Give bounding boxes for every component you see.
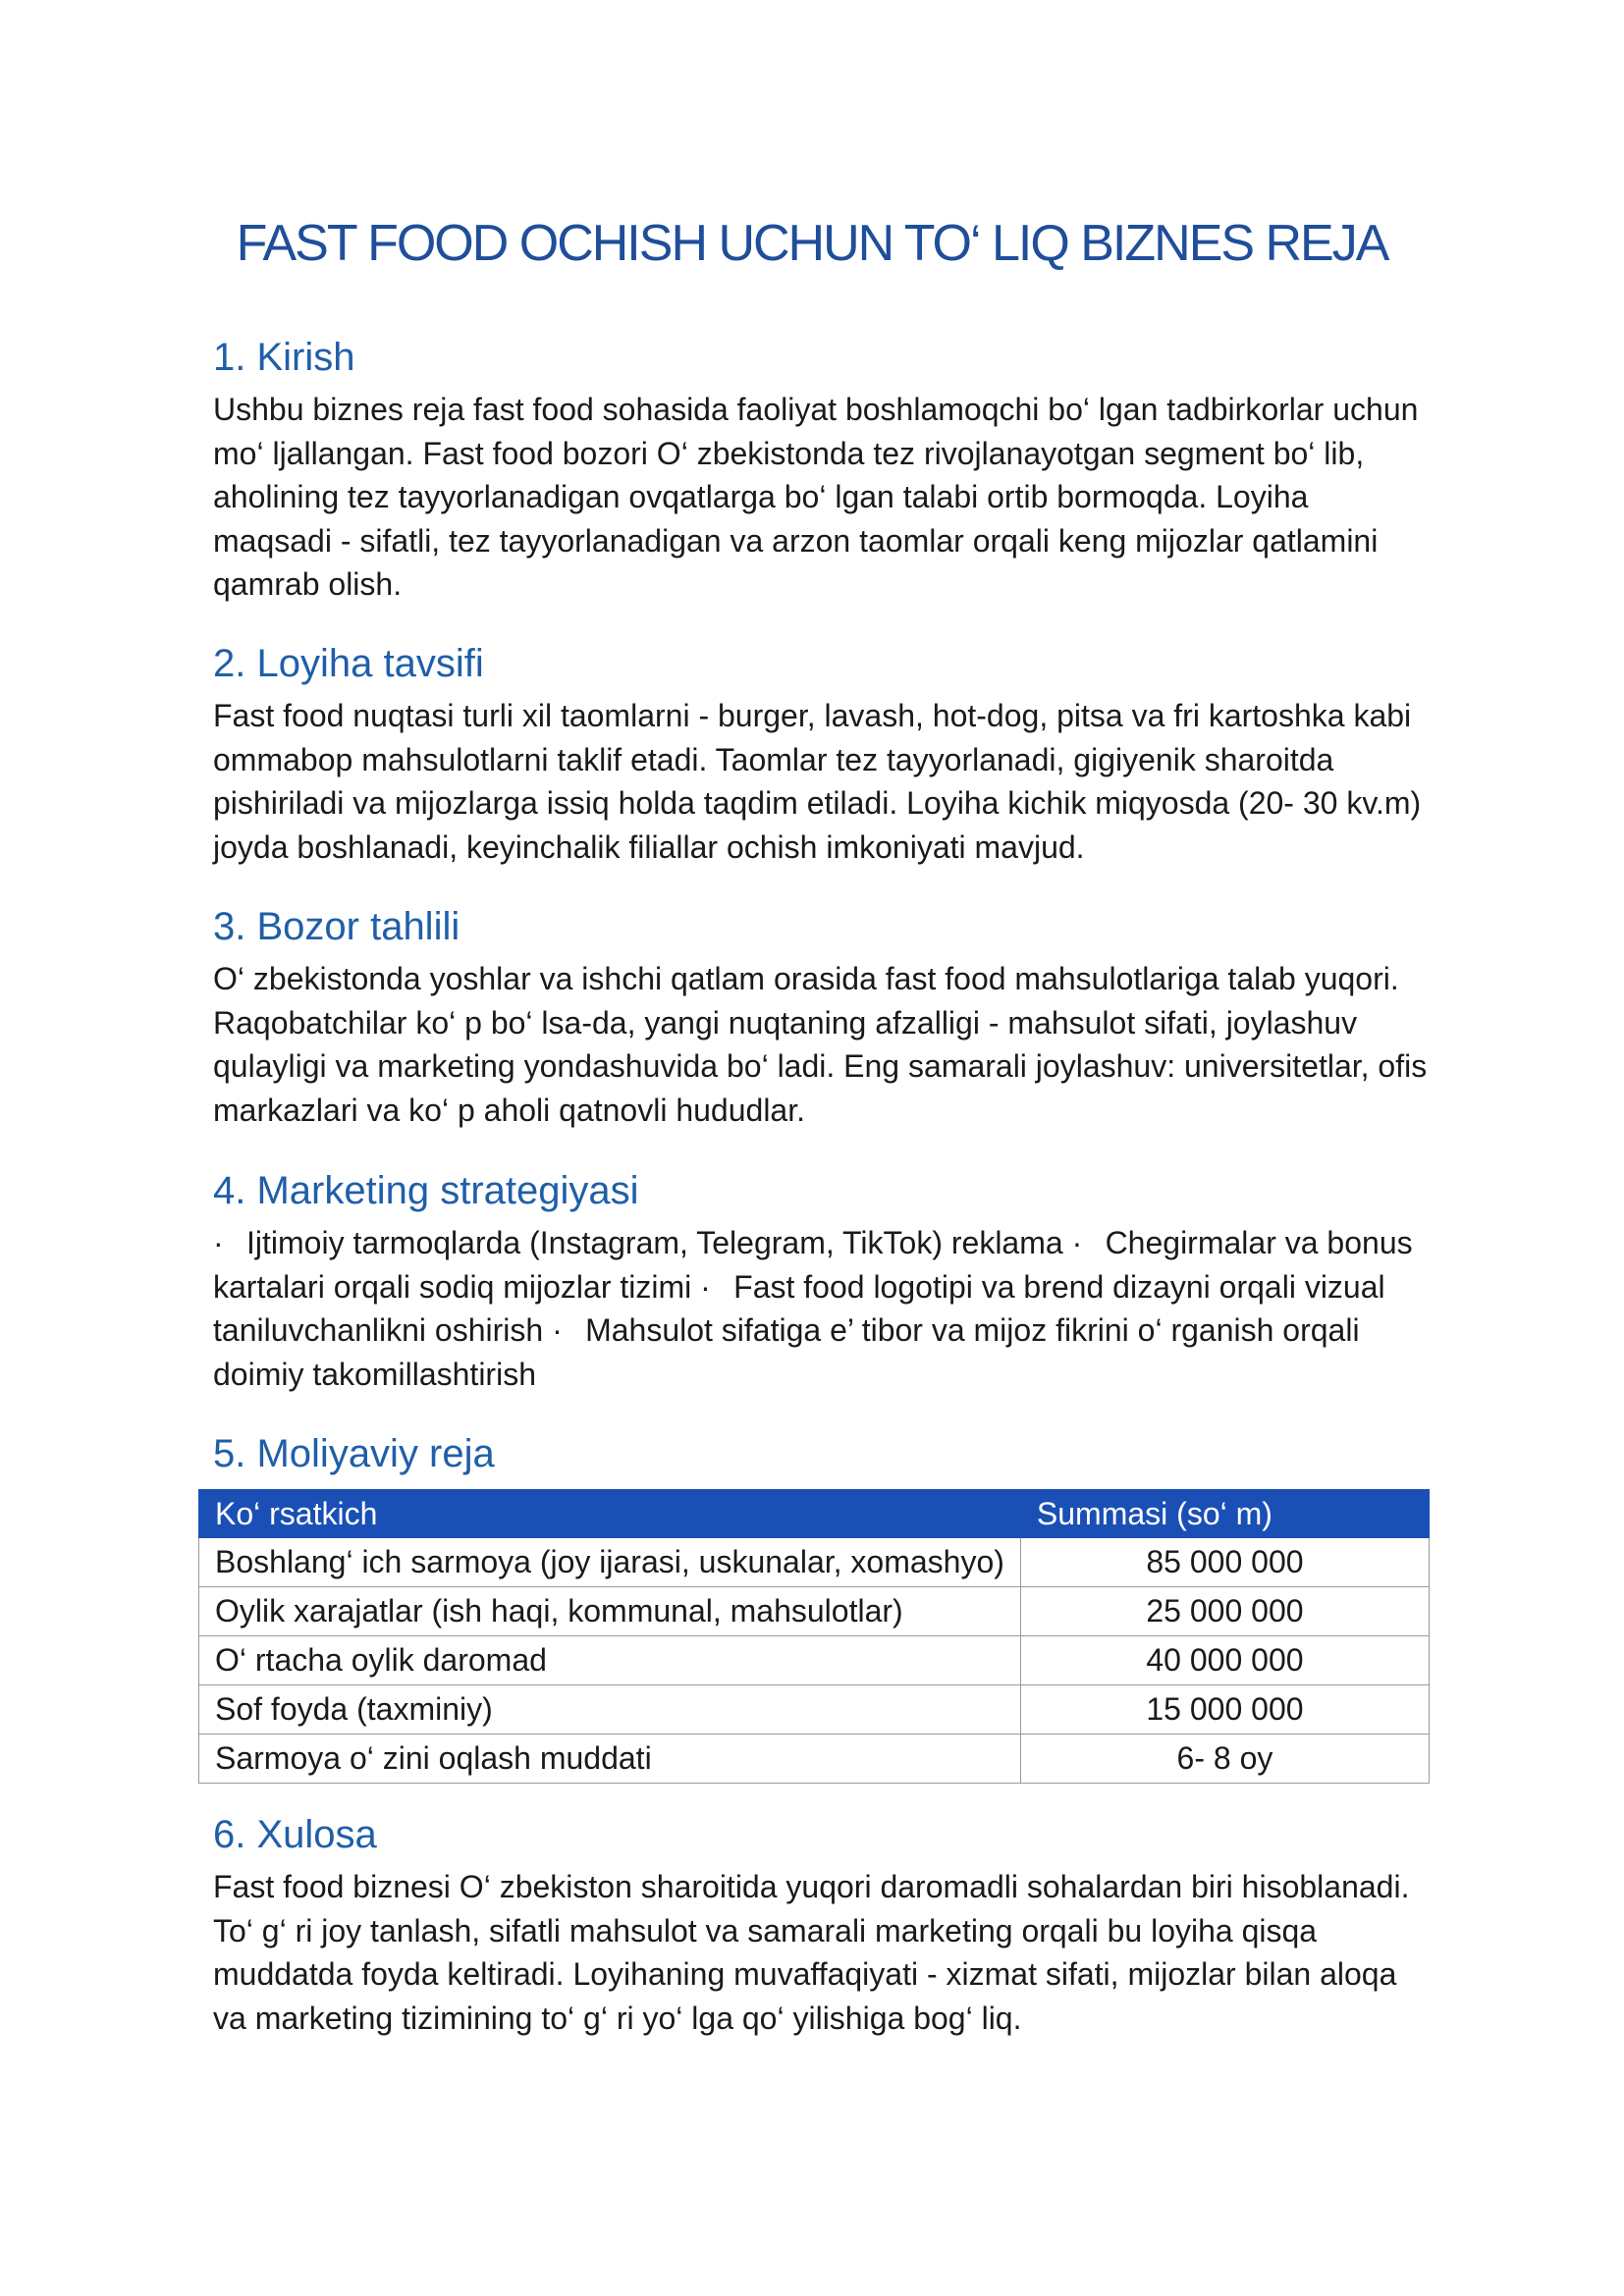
section-bozor-tahlili [213, 896, 1431, 1132]
section-text: Ushbu biznes reja fast food sohasida faoliyat boshlamoqchi bo‘ lgan tadbirkorlar uchun mo‘ ljallangan. Fast food bozori O‘ zbekistonda tez rivojlanayotgan segment bo‘ lib, aholining tez tayyorlanadigan ovqatlarga bo‘ lgan talabi ortib bormoqda. Loyiha maqsadi - sifatli, tez tayyorlanadigan va arzon taomlar orqali keng mijozlar qatlamini qamrab olish. [213, 392, 1419, 603]
row-label: Oylik xarajatlar (ish haqi, kommunal, mahsulotlar) [199, 1587, 1021, 1636]
bullet-item: · Fast food logotipi va brend dizayni orqali vizual taniluvchanlikni oshirish [213, 1269, 1385, 1349]
section-marketing-strategiyasi [213, 1160, 1431, 1396]
bullet-dot-icon: · [213, 1225, 224, 1260]
table-row [199, 1636, 1430, 1685]
table-row [199, 1538, 1430, 1587]
bullet-dot-icon: · [700, 1268, 711, 1305]
marketing-bullet-list [213, 1221, 1431, 1396]
bullet-dot-icon: · [1071, 1225, 1083, 1260]
table-row [199, 1685, 1430, 1735]
section-text: O‘ zbekistonda yoshlar va ishchi qatlam orasida fast food mahsulotlariga talab yuqori. Raqobatchilar ko‘ p bo‘ lsa-da, yangi nuqtaning afzalligi - mahsulot sifati, joylashuv qulayligi va marketing yondashuvida bo‘ ladi. Eng samarali joylashuv: universitetlar, ofis markazlari va ko‘ p aholi qatnovli hududlar. [213, 961, 1428, 1128]
section-kirish [213, 327, 1431, 607]
section-xulosa [213, 1804, 1431, 2040]
row-value: 85 000 000 [1020, 1538, 1429, 1587]
section-loyiha-tavsifi [213, 633, 1431, 869]
section-heading: 4. Marketing strategiyasi [213, 1169, 639, 1212]
table-row [199, 1735, 1430, 1784]
section-heading: 1. Kirish [213, 336, 355, 379]
row-label: Sarmoya o‘ zini oqlash muddati [199, 1735, 1021, 1784]
section-moliyaviy-reja [213, 1423, 1431, 1484]
row-label: Sof foyda (taxminiy) [199, 1685, 1021, 1735]
bullet-item: · Chegirmalar va bonus kartalari orqali sodiq mijozlar tizimi [213, 1225, 1413, 1305]
column-header-amount: Summasi (so‘ m) [1020, 1490, 1429, 1538]
section-heading: 2. Loyiha tavsifi [213, 642, 484, 685]
finance-table [198, 1489, 1430, 1784]
bullet-item: · Mahsulot sifatiga e’ tibor va mijoz fikrini o‘ rganish orqali doimiy takomillashtirish [213, 1312, 1360, 1392]
row-value: 6- 8 oy [1020, 1735, 1429, 1784]
section-heading: 6. Xulosa [213, 1813, 377, 1856]
section-heading: 5. Moliyaviy reja [213, 1432, 495, 1475]
column-header-indicator: Ko‘ rsatkich [199, 1490, 1021, 1538]
row-value: 25 000 000 [1020, 1587, 1429, 1636]
row-value: 15 000 000 [1020, 1685, 1429, 1735]
bullet-item: · Ijtimoiy tarmoqlarda (Instagram, Telegram, TikTok) reklama [213, 1225, 1063, 1260]
section-heading: 3. Bozor tahlili [213, 905, 460, 948]
section-text: Fast food nuqtasi turli xil taomlarni - burger, lavash, hot-dog, pitsa va fri kartoshka kabi ommabop mahsulotlarni taklif etadi. Taomlar tez tayyorlanadi, gigiyenik sharoitda pishiriladi va mijozlarga issiq holda taqdim etiladi. Loyiha kichik miqyosda (20- 30 kv.m) joyda boshlanadi, keyinchalik filiallar ochish imkoniyati mavjud. [213, 698, 1422, 865]
row-label: Boshlang‘ ich sarmoya (joy ijarasi, uskunalar, xomashyo) [199, 1538, 1021, 1587]
section-text: Fast food biznesi O‘ zbekiston sharoitida yuqori daromadli sohalardan biri hisoblanadi. To‘ g‘ ri joy tanlash, sifatli mahsulot va samarali marketing orqali bu loyiha qisqa muddatda foyda keltiradi. Loyihaning muvaffaqiyati - xizmat sifati, mijozlar bilan aloqa va marketing tizimining to‘ g‘ ri yo‘ lga qo‘ yilishiga bog‘ liq. [213, 1869, 1410, 2036]
table-row [199, 1587, 1430, 1636]
row-label: O‘ rtacha oylik daromad [199, 1636, 1021, 1685]
document-title: FAST FOOD OCHISH UCHUN TO‘ LIQ BIZNES REJA [236, 215, 1388, 272]
bullet-dot-icon: · [552, 1312, 563, 1349]
table-header-row [199, 1490, 1430, 1538]
row-value: 40 000 000 [1020, 1636, 1429, 1685]
